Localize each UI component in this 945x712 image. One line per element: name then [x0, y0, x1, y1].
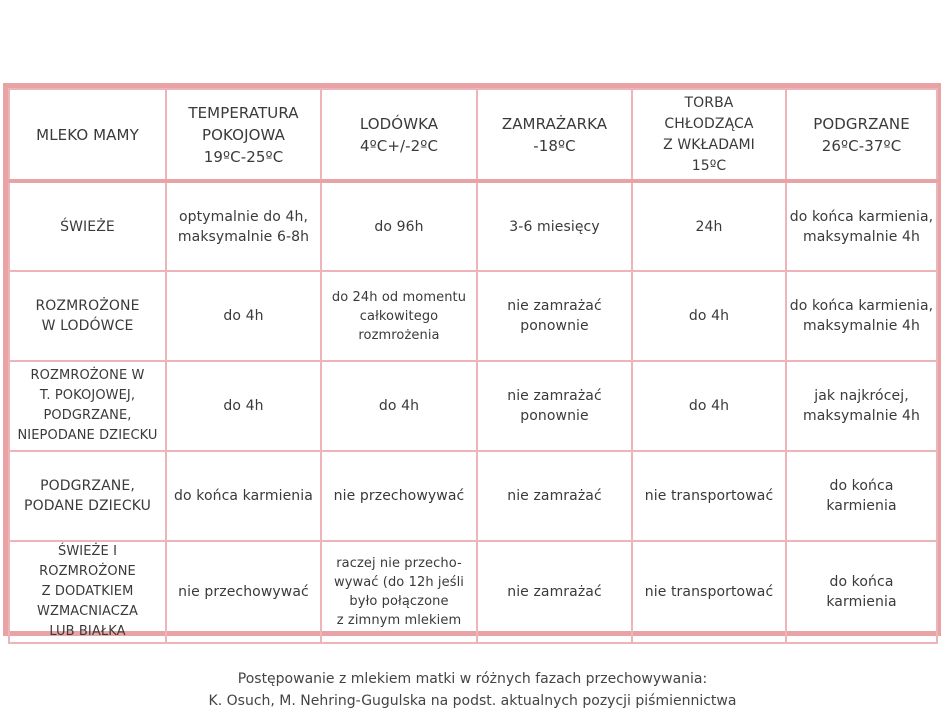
table-cell: do 4h: [632, 271, 786, 361]
table-row: [9, 541, 937, 643]
table-cell: do 96h: [321, 181, 477, 271]
table-cell: do końca karmienia: [166, 451, 321, 541]
table-cell: nie przechowywać: [321, 451, 477, 541]
table-cell: nie zamrażać ponownie: [477, 271, 632, 361]
table-row: [9, 271, 937, 361]
table-row: [9, 361, 937, 451]
table-cell: 3-6 miesięcy: [477, 181, 632, 271]
header-milk: MLEKO MAMY: [9, 89, 166, 181]
table-cell: nie zamrażać ponownie: [477, 361, 632, 451]
header-warmed: PODGRZANE 26ºC-37ºC: [786, 89, 937, 181]
header-room-temperature: TEMPERATURA POKOJOWA 19ºC-25ºC: [166, 89, 321, 181]
header-fridge: LODÓWKA 4ºC+/-2ºC: [321, 89, 477, 181]
breast-milk-storage-table: [8, 88, 938, 644]
table-cell: raczej nie przecho- wywać (do 12h jeśli było połączone z zimnym mlekiem: [321, 541, 477, 643]
header-row: [9, 89, 937, 181]
row-label-fortified: ŚWIEŻE I ROZMROŻONE Z DODATKIEM WZMACNIACZA LUB BIAŁKA: [9, 541, 166, 643]
row-label-thawed-room-temperature: ROZMROŻONE W T. POKOJOWEJ, PODGRZANE, NIEPODANE DZIECKU: [9, 361, 166, 451]
table-cell: nie zamrażać: [477, 451, 632, 541]
table-cell: do końca karmienia, maksymalnie 4h: [786, 181, 937, 271]
caption-source: K. Osuch, M. Nehring-Gugulska na podst. aktualnych pozycji piśmiennictwa: [208, 693, 737, 709]
table-cell: optymalnie do 4h, maksymalnie 6-8h: [166, 181, 321, 271]
storage-table-frame: [3, 83, 941, 639]
table-caption: [0, 668, 945, 712]
header-freezer: ZAMRAŻARKA -18ºC: [477, 89, 632, 181]
table-cell: do 4h: [632, 361, 786, 451]
table-cell: do 4h: [166, 271, 321, 361]
table-cell: do 4h: [166, 361, 321, 451]
table-cell: do końca karmienia: [786, 541, 937, 643]
table-cell: jak najkrócej, maksymalnie 4h: [786, 361, 937, 451]
table-cell: do 24h od momentu całkowitego rozmrożenia: [321, 271, 477, 361]
caption-title: Postępowanie z mlekiem matki w różnych fazach przechowywania:: [237, 671, 708, 687]
table-row: [9, 451, 937, 541]
table-row: [9, 181, 937, 271]
table-cell: nie przechowywać: [166, 541, 321, 643]
table-cell: nie zamrażać: [477, 541, 632, 643]
table-cell: nie transportować: [632, 541, 786, 643]
header-cooling-bag: TORBA CHŁODZĄCA Z WKŁADAMI 15ºC: [632, 89, 786, 181]
table-cell: 24h: [632, 181, 786, 271]
table-cell: do końca karmienia, maksymalnie 4h: [786, 271, 937, 361]
table-cell: do końca karmienia: [786, 451, 937, 541]
table-cell: do 4h: [321, 361, 477, 451]
row-label-thawed-fridge: ROZMROŻONE W LODÓWCE: [9, 271, 166, 361]
table-cell: nie transportować: [632, 451, 786, 541]
row-label-warmed-served: PODGRZANE, PODANE DZIECKU: [9, 451, 166, 541]
row-label-fresh: ŚWIEŻE: [9, 181, 166, 271]
